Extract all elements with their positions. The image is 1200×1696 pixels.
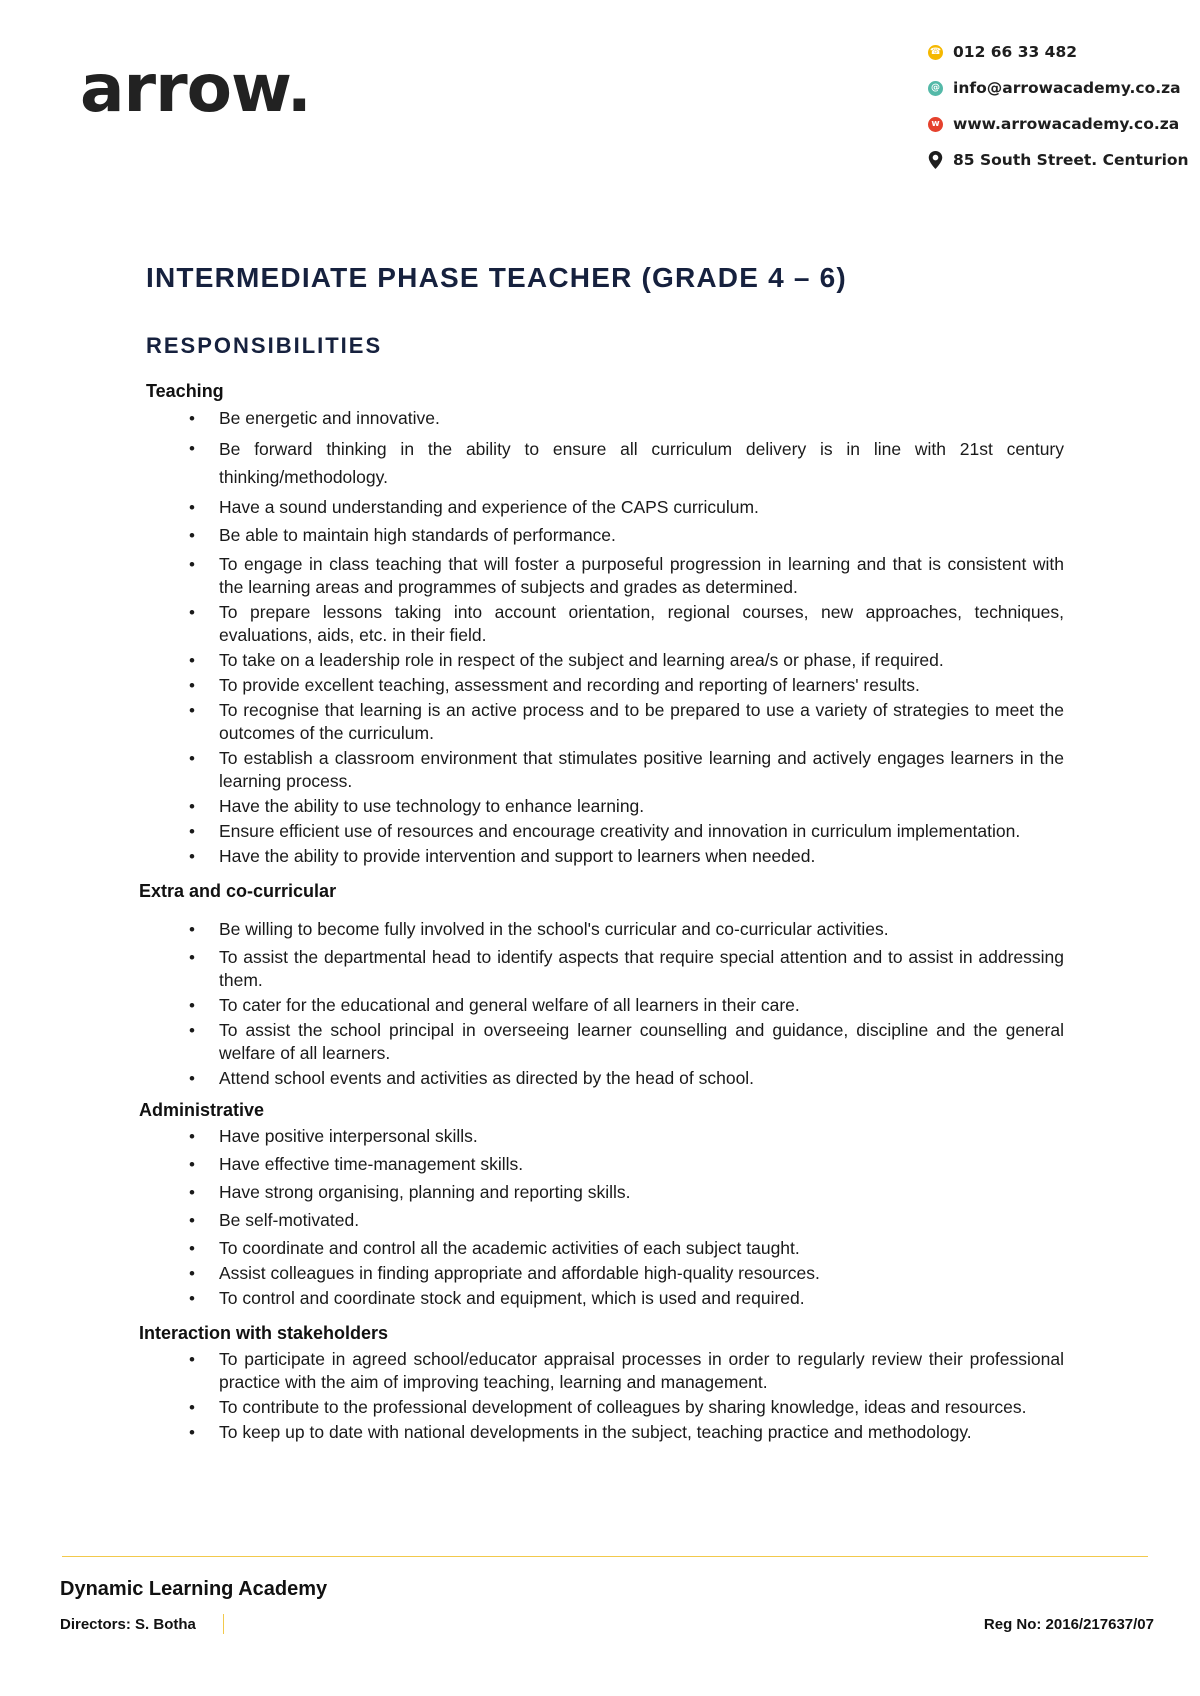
section-heading-teaching: Teaching [146,381,224,401]
list-item: • To take on a leadership role in respect of the subject and learning area/s or phase, if required. [219,649,1064,672]
administrative-list [219,1125,1064,1310]
list-item: • Attend school events and activities as directed by the head of school. [219,1067,1064,1090]
teaching-list [219,407,1064,868]
street-address: 85 South Street. Centurion [953,151,1189,169]
phone-number: 012 66 33 482 [953,43,1078,61]
contact-email [928,70,1189,106]
contact-web [928,106,1189,142]
section-heading-extra-curricular: Extra and co-curricular [139,881,337,901]
list-item: • Have the ability to use technology to enhance learning. [219,795,1064,818]
list-item: • To prepare lessons taking into account orientation, regional courses, new approaches, techniques, evaluations, aids, etc. in their field. [219,601,1064,647]
contact-phone [928,34,1189,70]
list-item: • To assist the school principal in overseeing learner counselling and guidance, discipline and the general welfare of all learners. [219,1019,1064,1065]
section-stakeholders [0,1322,1200,1444]
arrow-logo: arrow. [80,50,311,127]
footer-directors: Directors: S. Botha [60,1616,196,1633]
list-item: • Be self-motivated. [219,1209,1064,1232]
section-administrative [0,1099,1200,1310]
list-item: • Be forward thinking in the ability to ensure all curriculum delivery is in line with 21st century thinking/methodology. [219,435,1064,491]
page-title: INTERMEDIATE PHASE TEACHER (GRADE 4 – 6) [146,262,847,293]
section-heading-stakeholders: Interaction with stakeholders [139,1323,389,1343]
extra-curricular-list [219,918,1064,1090]
list-item: • Ensure efficient use of resources and encourage creativity and innovation in curriculum implementation. [219,820,1064,843]
list-item: • Assist colleagues in finding appropriate and affordable high-quality resources. [219,1262,1064,1285]
list-item: • Have a sound understanding and experience of the CAPS curriculum. [219,496,1064,519]
email-address: info@arrowacademy.co.za [953,79,1181,97]
footer-company-name: Dynamic Learning Academy [60,1578,328,1600]
web-icon: w [928,117,943,132]
section-title-responsibilities: RESPONSIBILITIES [146,333,383,358]
list-item: • Be able to maintain high standards of performance. [219,524,1064,547]
list-item: • To recognise that learning is an active process and to be prepared to use a variety of strategies to meet the outcomes of the curriculum. [219,699,1064,745]
stakeholders-list [219,1348,1064,1444]
list-item: • To assist the departmental head to identify aspects that require special attention and to assist in addressing them. [219,946,1064,992]
section-extra-curricular [0,880,1200,1090]
contact-info [928,34,1189,178]
section-heading-administrative: Administrative [139,1100,265,1120]
section-teaching [0,380,1200,868]
list-item: • To cater for the educational and general welfare of all learners in their care. [219,994,1064,1017]
list-item: • Have positive interpersonal skills. [219,1125,1064,1148]
list-item: • To provide excellent teaching, assessment and recording and reporting of learners' results. [219,674,1064,697]
footer-registration-number: Reg No: 2016/217637/07 [983,1616,1154,1633]
list-item: • Be energetic and innovative. [219,407,1064,430]
list-item: • Have effective time-management skills. [219,1153,1064,1176]
contact-address [928,142,1189,178]
list-item: • To control and coordinate stock and equipment, which is used and required. [219,1287,1064,1310]
list-item: • Have strong organising, planning and reporting skills. [219,1181,1064,1204]
footer-divider [62,1556,1148,1557]
footer-separator [223,1614,224,1634]
website-url: www.arrowacademy.co.za [953,115,1180,133]
list-item: • To participate in agreed school/educator appraisal processes in order to regularly review their professional practice with the aim of improving teaching, learning and management. [219,1348,1064,1394]
phone-icon: ☎ [928,45,943,60]
list-item: • To contribute to the professional development of colleagues by sharing knowledge, ideas and resources. [219,1396,1064,1419]
email-icon: @ [928,81,943,96]
responsibilities-content [0,380,1200,1444]
list-item: • Be willing to become fully involved in the school's curricular and co-curricular activities. [219,918,1064,941]
list-item: • To coordinate and control all the academic activities of each subject taught. [219,1237,1064,1260]
list-item: • To establish a classroom environment that stimulates positive learning and actively engages learners in the learning process. [219,747,1064,793]
list-item: • To keep up to date with national developments in the subject, teaching practice and methodology. [219,1421,1064,1444]
list-item: • Have the ability to provide intervention and support to learners when needed. [219,845,1064,868]
list-item: • To engage in class teaching that will foster a purposeful progression in learning and that is consistent with the learning areas and programmes of subjects and grades as determined. [219,553,1064,599]
location-pin-icon [928,151,943,169]
